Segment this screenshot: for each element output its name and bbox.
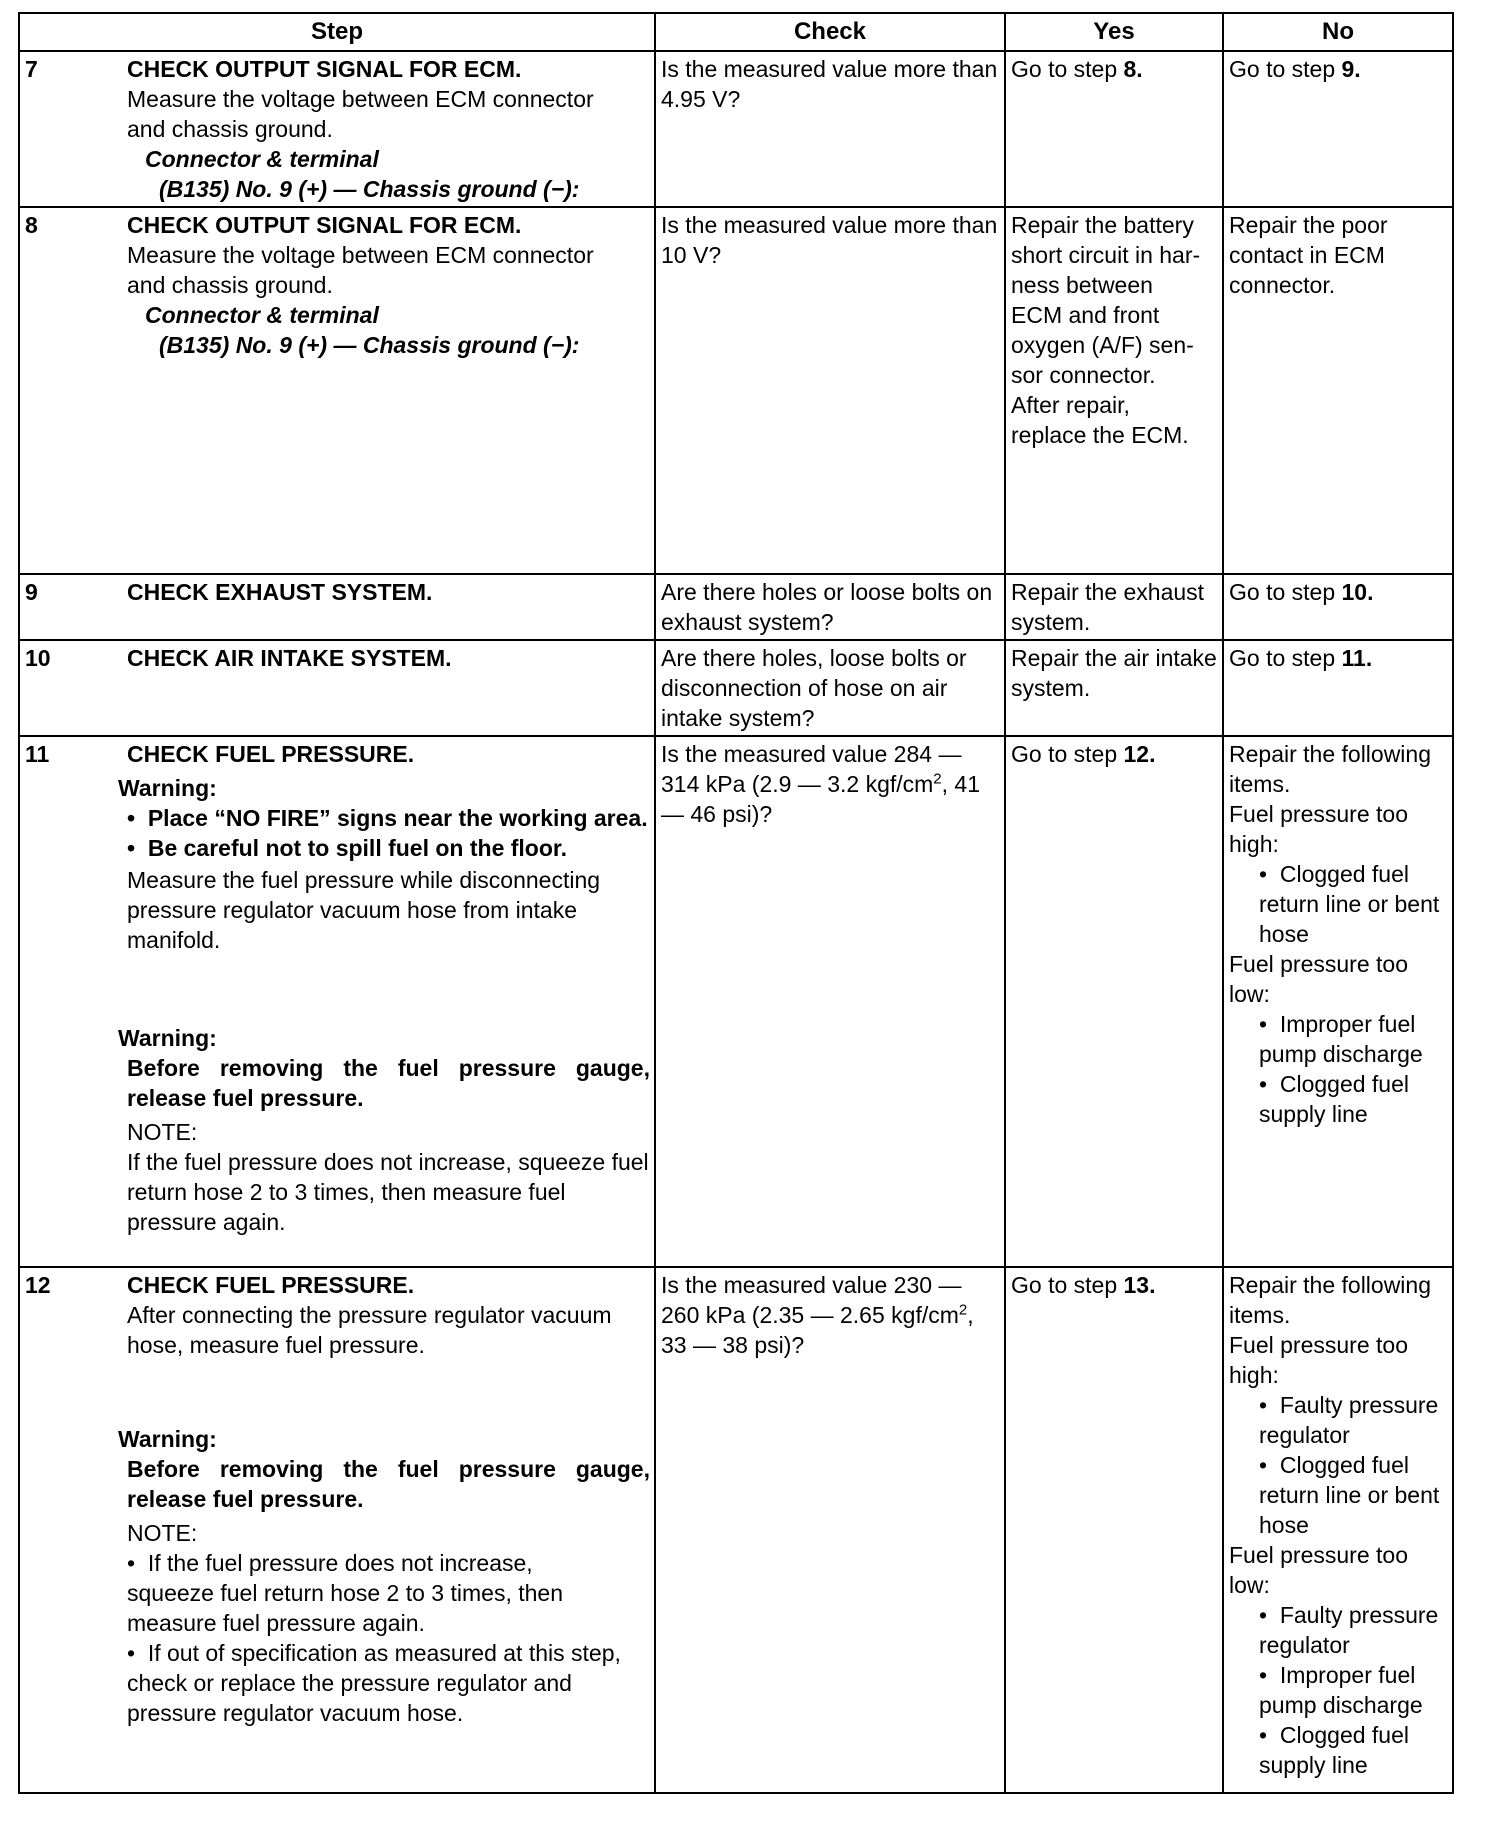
no-text: Go to step (1229, 579, 1342, 605)
step-cell (19, 640, 655, 736)
connector-terminal: (B135) No. 9 (+) — Chassis ground (−): (159, 332, 580, 358)
no-high-label: Fuel pressure too high: (1229, 801, 1408, 857)
step-title: CHECK FUEL PRESSURE. (127, 1272, 415, 1298)
no-item: • Clogged fuel supply line (1259, 1071, 1409, 1127)
step-text: After connecting the pressure regulator vacuum hose, measure fuel pressure. (127, 1302, 612, 1358)
no-cell (1223, 51, 1453, 207)
header-yes: Yes (1005, 13, 1223, 51)
check-cell: Are there holes or loose bolts on exhaust system? (655, 574, 1005, 640)
yes-text: Go to step (1011, 741, 1124, 767)
step-number: 12 (25, 1272, 51, 1298)
table-row-step-9 (19, 574, 1453, 640)
step-cell (19, 207, 655, 574)
yes-text: Go to step (1011, 56, 1124, 82)
note-label: NOTE: (127, 1119, 198, 1145)
no-text: Go to step (1229, 645, 1342, 671)
check-cell: Is the measured value 230 — 260 kPa (2.35 — 2.65 kgf/$cm^2$, 33 — 38 psi)? (655, 1267, 1005, 1793)
table-row-step-8 (19, 207, 1453, 574)
warning-label: Warning: (118, 1025, 217, 1051)
table-row-step-12 (19, 1267, 1453, 1793)
no-step-ref: 10. (1341, 579, 1374, 605)
yes-step-ref: 8. (1123, 56, 1143, 82)
yes-cell (1005, 51, 1223, 207)
note-label: NOTE: (127, 1520, 198, 1546)
header-row (19, 13, 1453, 51)
yes-line: sor connector. (1011, 362, 1156, 388)
step-number: 9 (25, 579, 38, 605)
check-cell: Is the measured value more than 4.95 V? (655, 51, 1005, 207)
yes-cell: Repair the air intake system. (1005, 640, 1223, 736)
step-number: 11 (25, 741, 50, 767)
yes-line: oxygen (A/F) sen- (1011, 332, 1194, 358)
no-item: • Clogged fuel return line or bent hose (1259, 1452, 1440, 1538)
no-step-ref: 11. (1341, 645, 1373, 671)
header-check: Check (655, 13, 1005, 51)
step-cell (19, 51, 655, 207)
no-cell (1223, 1267, 1453, 1793)
warning-text: Before removing the fuel pressure gauge, release fuel pressure. (127, 1055, 650, 1111)
yes-line: short circuit in har- (1011, 242, 1201, 268)
step-number: 10 (25, 645, 51, 671)
no-item: • Clogged fuel return line or bent hose (1259, 861, 1440, 947)
connector-label: Connector & terminal (145, 302, 379, 328)
header-no: No (1223, 13, 1453, 51)
step-title: CHECK EXHAUST SYSTEM. (127, 579, 433, 605)
connector-terminal: (B135) No. 9 (+) — Chassis ground (−): (159, 176, 580, 202)
no-low-label: Fuel pressure too low: (1229, 951, 1408, 1007)
step-title: CHECK FUEL PRESSURE. (127, 741, 415, 767)
yes-step-ref: 13. (1123, 1272, 1156, 1298)
step-cell (19, 1267, 655, 1793)
no-text: Go to step (1229, 56, 1342, 82)
warning-label: Warning: (118, 1426, 217, 1452)
step-number: 7 (25, 56, 38, 82)
warning-item: • Be careful not to spill fuel on the floor. (127, 835, 567, 861)
no-cell (1223, 207, 1453, 574)
yes-line: replace the ECM. (1011, 422, 1189, 448)
diagnostic-table (18, 12, 1454, 1794)
no-item: • Improper fuel pump discharge (1259, 1011, 1423, 1067)
no-cell (1223, 574, 1453, 640)
yes-line: After repair, (1011, 392, 1130, 418)
check-cell: Is the measured value 284 — 314 kPa (2.9 — 3.2 kgf/$cm^2$, 41 — 46 psi)? (655, 736, 1005, 1267)
step-title: CHECK AIR INTAKE SYSTEM. (127, 645, 452, 671)
connector-label: Connector & terminal (145, 146, 379, 172)
warning-text: Before removing the fuel pressure gauge, release fuel pressure. (127, 1456, 650, 1512)
yes-line: ECM and front (1011, 302, 1160, 328)
note-text: If the fuel pressure does not increase, squeeze fuel return hose 2 to 3 times, then measure fuel pressure again. (127, 1149, 649, 1235)
no-item: • Improper fuel pump discharge (1259, 1662, 1423, 1718)
warning-label: Warning: (118, 775, 217, 801)
no-step-ref: 9. (1341, 56, 1361, 82)
yes-cell (1005, 207, 1223, 574)
step-text: and chassis ground. (127, 116, 333, 142)
yes-line: ness between (1011, 272, 1153, 298)
yes-cell (1005, 736, 1223, 1267)
step-title: CHECK OUTPUT SIGNAL FOR ECM. (127, 212, 522, 238)
yes-step-ref: 12. (1123, 741, 1156, 767)
step-number: 8 (25, 212, 38, 238)
table-row-step-10 (19, 640, 1453, 736)
no-item: • Faulty pressure regulator (1259, 1602, 1439, 1658)
table-row-step-7 (19, 51, 1453, 207)
no-item: • Faulty pressure regulator (1259, 1392, 1439, 1448)
table-row-step-11 (19, 736, 1453, 1267)
note-item: • If the fuel pressure does not increase, squeeze fuel return hose 2 to 3 times, then measure fuel pressure again. (127, 1550, 563, 1636)
no-high-label: Fuel pressure too high: (1229, 1332, 1408, 1388)
step-text: and chassis ground. (127, 272, 333, 298)
no-cell (1223, 736, 1453, 1267)
step-text: Measure the fuel pressure while disconnecting pressure regulator vacuum hose from intake manifold. (127, 867, 601, 953)
no-low-label: Fuel pressure too low: (1229, 1542, 1408, 1598)
warning-item: • Place “NO FIRE” signs near the working area. (127, 805, 648, 831)
yes-text: Go to step (1011, 1272, 1124, 1298)
header-step: Step (19, 13, 655, 51)
no-line: Repair the poor (1229, 212, 1388, 238)
no-intro: Repair the following items. (1229, 741, 1432, 797)
yes-line: Repair the battery (1011, 212, 1194, 238)
no-intro: Repair the following items. (1229, 1272, 1432, 1328)
check-cell: Is the measured value more than 10 V? (655, 207, 1005, 574)
step-text: Measure the voltage between ECM connector (127, 86, 594, 112)
step-text: Measure the voltage between ECM connector (127, 242, 594, 268)
note-item: • If out of specification as measured at this step, check or replace the pressure regulator and pressure regulator vacuum hose. (127, 1640, 621, 1726)
no-line: connector. (1229, 272, 1336, 298)
yes-cell: Repair the exhaust system. (1005, 574, 1223, 640)
check-cell: Are there holes, loose bolts or disconnection of hose on air intake system? (655, 640, 1005, 736)
step-cell (19, 736, 655, 1267)
yes-cell (1005, 1267, 1223, 1793)
step-title: CHECK OUTPUT SIGNAL FOR ECM. (127, 56, 522, 82)
no-item: • Clogged fuel supply line (1259, 1722, 1409, 1778)
no-cell (1223, 640, 1453, 736)
no-line: contact in ECM (1229, 242, 1385, 268)
step-cell (19, 574, 655, 640)
